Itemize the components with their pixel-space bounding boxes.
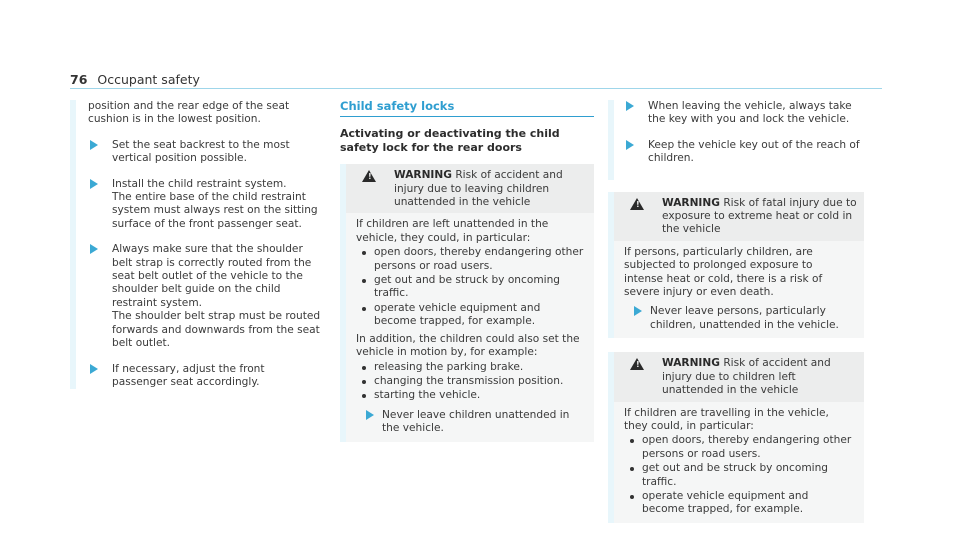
warning-box xyxy=(340,164,594,441)
warning-header xyxy=(614,192,864,241)
warning-text: In addition, the children could also set the vehicle in motion by, for example: xyxy=(356,332,580,359)
bullet-item: open doors, thereby endangering other persons or road users. xyxy=(624,434,854,461)
step-text: Never leave children unattended in the vehicle. xyxy=(382,408,570,435)
warning-title: Risk of fatal injury due to exposure to extreme heat or cold in the vehicle xyxy=(662,196,857,236)
warning-text: If persons, particularly children, are subjected to prolonged exposure to intense heat or cold, there is a risk of severe injury or even death. xyxy=(624,245,823,299)
warning-body xyxy=(614,241,864,338)
bullet-item: get out and be struck by oncoming traffic. xyxy=(624,462,854,489)
warning-label: WARNING xyxy=(394,169,452,182)
column-left xyxy=(70,100,322,389)
step-item xyxy=(624,100,864,127)
warning-box xyxy=(608,352,864,522)
step-item xyxy=(88,178,322,232)
step-text: Never leave persons, particularly children, unattended in the vehicle. xyxy=(650,305,839,331)
warning-label: WARNING xyxy=(662,196,720,209)
warning-body xyxy=(346,213,594,441)
step-item xyxy=(624,305,854,332)
sub-heading: Activating or deactivating the child safety lock for the rear doors xyxy=(340,127,560,154)
step-text: Keep the vehicle key out of the reach of children. xyxy=(648,138,860,165)
step-arrow-icon xyxy=(90,140,98,150)
header-rule xyxy=(70,88,882,89)
step-text: Always make sure that the shoulder belt strap is correctly routed from the seat belt outlet of the vehicle to the shoulder belt guide on the child restraint system. The shoulder belt strap must be routed forwards and downwards from the seat belt outlet. xyxy=(112,243,321,350)
step-text: Install the child restraint system. The entire base of the child restraint system must always rest on the sitting surface of the front passenger seat. xyxy=(112,177,318,230)
bullet-item: operate vehicle equipment and become trapped, for example. xyxy=(624,490,854,517)
section-heading: Child safety locks xyxy=(340,100,594,117)
step-text: Set the seat backrest to the most vertical position possible. xyxy=(112,138,290,165)
step-arrow-icon xyxy=(366,410,374,420)
column-middle xyxy=(340,100,594,442)
step-text: If necessary, adjust the front passenger seat accordingly. xyxy=(112,362,265,388)
step-arrow-icon xyxy=(626,101,634,111)
bullet-item: starting the vehicle. xyxy=(356,389,584,402)
step-item xyxy=(88,363,322,390)
step-arrow-icon xyxy=(90,179,98,189)
instruction-block xyxy=(70,100,322,389)
warning-text: If children are left unattended in the vehicle, they could, in particular: xyxy=(356,218,549,244)
step-arrow-icon xyxy=(634,306,642,316)
instruction-block xyxy=(608,100,864,180)
warning-body xyxy=(614,402,864,523)
step-text: When leaving the vehicle, always take the key with you and lock the vehicle. xyxy=(648,100,852,126)
bullet-item: get out and be struck by oncoming traffic. xyxy=(356,274,584,301)
warning-title: Risk of accident and injury due to leaving children unattended in the vehicle xyxy=(394,169,563,209)
step-item xyxy=(88,243,322,350)
bullet-item: open doors, thereby endangering other persons or road users. xyxy=(356,246,584,273)
step-arrow-icon xyxy=(626,140,634,150)
step-arrow-icon xyxy=(90,244,98,254)
warning-text: If children are travelling in the vehicle, they could, in particular: xyxy=(624,406,829,432)
bullet-item: releasing the parking brake. xyxy=(356,361,584,374)
column-right xyxy=(608,100,864,523)
step-item xyxy=(88,139,322,166)
warning-triangle-icon: ! xyxy=(630,198,644,210)
warning-box xyxy=(608,192,864,339)
warning-header xyxy=(614,352,864,401)
warning-header xyxy=(346,164,594,213)
step-item xyxy=(624,139,864,166)
warning-title: Risk of accident and injury due to children left unattended in the vehicle xyxy=(662,357,831,397)
warning-label: WARNING xyxy=(662,357,720,370)
page-header xyxy=(70,72,200,87)
warning-triangle-icon: ! xyxy=(630,358,644,370)
page-number: 76 xyxy=(70,72,88,87)
intro-text: position and the rear edge of the seat cushion is in the lowest position. xyxy=(88,100,290,126)
section-title: Occupant safety xyxy=(97,72,200,87)
bullet-item: operate vehicle equipment and become trapped, for example. xyxy=(356,302,584,329)
step-item xyxy=(356,409,584,436)
warning-triangle-icon: ! xyxy=(362,170,376,182)
bullet-item: changing the transmission position. xyxy=(356,375,584,388)
step-arrow-icon xyxy=(90,364,98,374)
